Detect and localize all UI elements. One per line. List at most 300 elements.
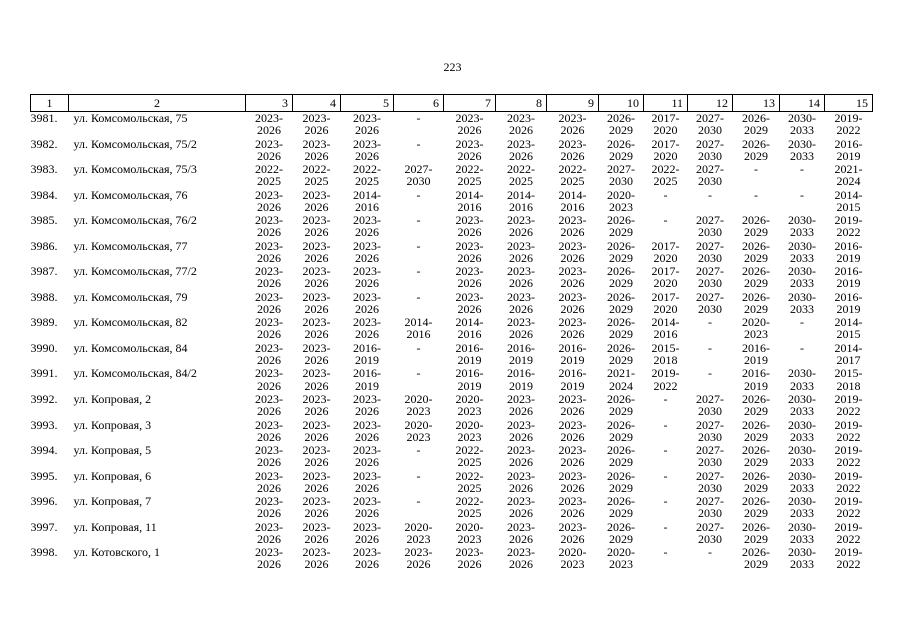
period-cell: 2023- 2026 [558, 213, 587, 240]
table-body [31, 112, 873, 572]
period-cell: 2023- 2026 [302, 417, 331, 444]
period-cell: 2023- 2026 [558, 468, 587, 495]
period-cell: - [708, 545, 712, 560]
period-cell: 2026- 2029 [742, 264, 770, 291]
row-number: 3990. [30, 340, 58, 355]
period-cell: 2023- 2026 [255, 366, 283, 393]
period-cell: 2030- 2033 [788, 213, 816, 240]
period-cell: - [708, 366, 712, 381]
period-cell: 2023- 2026 [302, 136, 331, 163]
column-header-1: 1 [31, 95, 69, 112]
period-cell: 2026- 2029 [607, 519, 635, 546]
period-cell: - [800, 162, 804, 177]
period-cell: - [416, 264, 421, 279]
period-cell: 2017- 2020 [651, 136, 680, 163]
table-row [31, 495, 873, 521]
address-cell: ул. Комсомольская, 79 [73, 289, 188, 304]
period-cell: 2026- 2029 [742, 289, 770, 316]
period-cell: 2023- 2026 [507, 289, 535, 316]
period-cell: 2023- 2026 [507, 443, 535, 470]
column-header-5: 5 [341, 95, 394, 112]
period-cell: 2017- 2020 [651, 111, 680, 138]
period-cell: 2027- 2030 [696, 289, 724, 316]
period-cell: - [800, 187, 804, 202]
period-cell: 2026- 2029 [607, 443, 635, 470]
period-cell: 2014- 2015 [834, 315, 863, 342]
period-cell: 2023- 2026 [255, 187, 283, 214]
period-cell: 2030- 2033 [788, 392, 816, 419]
period-cell: 2026- 2029 [742, 468, 770, 495]
address-cell: ул. Копровая, 2 [73, 392, 152, 407]
period-cell: 2030- 2033 [788, 468, 816, 495]
period-cell: 2017- 2020 [651, 238, 680, 265]
period-cell: 2023- 2026 [255, 340, 283, 368]
period-cell: 2016- 2019 [507, 366, 535, 393]
period-cell: 2030- 2033 [788, 366, 816, 393]
address-cell: ул. Комсомольская, 76/2 [73, 213, 197, 228]
period-cell: - [663, 494, 668, 509]
period-cell: 2026- 2029 [742, 519, 770, 546]
period-cell: - [663, 392, 668, 407]
period-cell: 2017- 2020 [651, 289, 680, 316]
period-cell: 2023- 2026 [353, 545, 381, 572]
period-cell: 2020- 2023 [607, 187, 635, 214]
column-header-9: 9 [547, 95, 599, 112]
period-cell: 2023- 2026 [353, 443, 381, 470]
period-cell: - [800, 340, 804, 355]
period-cell: 2019- 2022 [834, 443, 863, 470]
period-cell: 2027- 2030 [696, 213, 724, 240]
period-cell: 2023- 2026 [353, 392, 381, 419]
address-cell: ул. Копровая, 6 [73, 468, 152, 483]
period-cell: - [708, 340, 712, 355]
period-cell: 2030- 2033 [788, 494, 816, 521]
period-cell: 2014- 2016 [558, 187, 587, 214]
period-cell: - [663, 213, 668, 228]
period-cell: 2026- 2029 [607, 264, 635, 291]
period-cell: 2023- 2026 [302, 494, 331, 521]
period-cell: 2026- 2029 [607, 468, 635, 495]
address-cell: ул. Комсомольская, 75/3 [73, 162, 197, 177]
address-cell: ул. Комсомольская, 84/2 [73, 366, 197, 381]
period-cell: 2023- 2026 [302, 238, 331, 265]
table-row [31, 470, 873, 496]
table-row [31, 214, 873, 240]
period-cell: 2023- 2026 [302, 289, 331, 316]
address-cell: ул. Комсомольская, 77/2 [73, 264, 197, 279]
period-cell: 2023- 2026 [255, 111, 283, 138]
address-cell: ул. Копровая, 7 [73, 494, 152, 509]
period-cell: 2030- 2033 [788, 289, 816, 316]
period-cell: 2026- 2029 [742, 213, 770, 240]
row-number: 3997. [30, 519, 58, 534]
period-cell: 2016- 2019 [834, 238, 863, 265]
period-cell: 2027- 2030 [404, 162, 433, 189]
table-row [31, 393, 873, 419]
period-cell: 2023- 2026 [255, 417, 283, 444]
period-cell: 2022- 2025 [353, 162, 381, 189]
period-cell: - [663, 468, 668, 483]
period-cell: 2019- 2022 [834, 111, 863, 138]
row-number: 3986. [30, 238, 58, 253]
period-cell: 2023- 2026 [353, 111, 381, 138]
period-cell: 2016- 2019 [558, 340, 587, 368]
period-cell: - [708, 315, 712, 330]
period-cell: 2014- 2015 [834, 187, 863, 214]
period-cell: 2023- 2026 [255, 392, 283, 419]
page-number: 223 [443, 60, 462, 74]
table-row [31, 316, 873, 342]
table-row [31, 240, 873, 266]
address-cell: ул. Комсомольская, 84 [73, 340, 188, 355]
period-cell: 2023- 2026 [353, 468, 381, 495]
header-row [31, 95, 873, 112]
period-cell: 2023- 2026 [455, 238, 484, 265]
period-cell: 2026- 2029 [607, 315, 635, 342]
period-cell: 2022- 2025 [302, 162, 331, 189]
period-cell: 2016- 2019 [455, 340, 484, 368]
period-cell: 2023- 2026 [507, 136, 535, 163]
period-cell: 2026- 2029 [607, 289, 635, 316]
row-number: 3998. [30, 545, 58, 560]
period-cell: 2023- 2026 [558, 494, 587, 521]
period-cell: 2016- 2019 [507, 340, 535, 368]
period-cell: 2030- 2033 [788, 238, 816, 265]
period-cell: 2030- 2033 [788, 136, 816, 163]
period-cell: 2026- 2029 [607, 392, 635, 419]
period-cell: 2023- 2026 [558, 136, 587, 163]
period-cell: 2023- 2026 [455, 136, 484, 163]
period-cell: 2026- 2029 [742, 238, 770, 265]
period-cell: 2023- 2026 [507, 111, 535, 138]
period-cell: 2022- 2025 [455, 162, 484, 189]
period-cell: 2023- 2026 [302, 443, 331, 470]
period-cell: - [416, 468, 421, 483]
period-cell: 2019- 2022 [834, 519, 863, 546]
row-number: 3985. [30, 213, 58, 228]
period-cell: 2027- 2030 [696, 494, 724, 521]
period-cell: - [416, 136, 421, 151]
period-cell: 2027- 2030 [696, 136, 724, 163]
table-row [31, 444, 873, 470]
row-number: 3984. [30, 187, 58, 202]
table-row [31, 291, 873, 317]
period-cell: 2026- 2029 [607, 417, 635, 444]
period-cell: 2023- 2026 [507, 494, 535, 521]
schedule-table [30, 94, 873, 572]
column-header-6: 6 [394, 95, 444, 112]
row-number: 3996. [30, 494, 58, 509]
period-cell: 2023- 2026 [404, 545, 433, 572]
table-row [31, 138, 873, 164]
period-cell: - [416, 289, 421, 304]
period-cell: 2023- 2026 [255, 545, 283, 572]
period-cell: 2014- 2016 [353, 187, 381, 214]
period-cell: 2023- 2026 [255, 443, 283, 470]
period-cell: 2023- 2026 [353, 264, 381, 291]
period-cell: 2027- 2030 [696, 238, 724, 265]
row-number: 3988. [30, 289, 58, 304]
period-cell: 2020- 2023 [607, 545, 635, 572]
period-cell: 2019- 2022 [834, 417, 863, 444]
column-header-3: 3 [246, 95, 293, 112]
table-row [31, 189, 873, 215]
period-cell: 2023- 2026 [302, 392, 331, 419]
address-cell: ул. Комсомольская, 75/2 [73, 136, 197, 151]
period-cell: 2023- 2026 [455, 545, 484, 572]
row-number: 3983. [30, 162, 58, 177]
period-cell: 2023- 2026 [353, 136, 381, 163]
period-cell: 2026- 2029 [742, 494, 770, 521]
period-cell: 2026- 2029 [607, 238, 635, 265]
period-cell: 2022- 2025 [455, 443, 484, 470]
period-cell: - [416, 238, 421, 253]
row-number: 3994. [30, 443, 58, 458]
period-cell: 2022- 2025 [455, 494, 484, 521]
period-cell: 2030- 2033 [788, 111, 816, 138]
period-cell: 2015- 2018 [834, 366, 863, 393]
period-cell: 2023- 2026 [302, 340, 331, 368]
period-cell: - [663, 417, 668, 432]
period-cell: 2023- 2026 [507, 468, 535, 495]
period-cell: - [416, 213, 421, 228]
period-cell: 2023- 2026 [302, 468, 331, 495]
column-header-15: 15 [825, 95, 873, 112]
period-cell: - [416, 494, 421, 509]
period-cell: 2023- 2026 [353, 519, 381, 546]
table-row [31, 112, 873, 138]
period-cell: 2016- 2019 [353, 366, 381, 393]
table-row [31, 521, 873, 547]
period-cell: 2026- 2029 [742, 443, 770, 470]
address-cell: ул. Комсомольская, 75 [73, 111, 188, 125]
period-cell: - [663, 519, 668, 534]
table-row [31, 163, 873, 189]
period-cell: 2023- 2026 [507, 417, 535, 444]
period-cell: 2021- 2024 [834, 162, 863, 189]
period-cell: 2022- 2025 [558, 162, 587, 189]
period-cell: - [663, 545, 668, 560]
period-cell: 2023- 2026 [353, 238, 381, 265]
period-cell: 2023- 2026 [255, 238, 283, 265]
column-header-7: 7 [444, 95, 496, 112]
period-cell: 2023- 2026 [558, 519, 587, 546]
period-cell: 2020- 2023 [404, 519, 433, 546]
period-cell: 2023- 2026 [507, 238, 535, 265]
period-cell: 2027- 2030 [696, 417, 724, 444]
period-cell: - [416, 111, 421, 125]
row-number: 3987. [30, 264, 58, 279]
period-cell: - [754, 162, 758, 177]
row-number: 3982. [30, 136, 58, 151]
period-cell: 2023- 2026 [255, 468, 283, 495]
period-cell: 2023- 2026 [558, 238, 587, 265]
period-cell: 2026- 2029 [742, 417, 770, 444]
schedule-table-container [30, 94, 872, 572]
address-cell: ул. Копровая, 5 [73, 443, 152, 458]
row-number: 3989. [30, 315, 58, 330]
period-cell: 2023- 2026 [302, 213, 331, 240]
period-cell: 2023- 2026 [507, 315, 535, 342]
period-cell: 2027- 2030 [696, 264, 724, 291]
column-header-4: 4 [293, 95, 341, 112]
period-cell: 2014- 2016 [404, 315, 433, 342]
period-cell: 2030- 2033 [788, 519, 816, 546]
period-cell: 2023- 2026 [455, 111, 484, 138]
period-cell: 2023- 2026 [302, 187, 331, 214]
period-cell: 2023- 2026 [455, 289, 484, 316]
column-header-2: 2 [69, 95, 246, 112]
period-cell: 2026- 2029 [607, 340, 635, 368]
period-cell: 2023- 2026 [302, 264, 331, 291]
period-cell: 2020- 2023 [558, 545, 587, 572]
address-cell: ул. Комсомольская, 77 [73, 238, 188, 253]
period-cell: 2020- 2023 [404, 392, 433, 419]
column-header-12: 12 [688, 95, 733, 112]
period-cell: - [416, 187, 421, 202]
period-cell: 2020- 2023 [404, 417, 433, 444]
period-cell: 2016- 2019 [353, 340, 381, 368]
address-cell: ул. Копровая, 3 [73, 417, 152, 432]
period-cell: 2027- 2030 [696, 468, 724, 495]
period-cell: 2023- 2026 [302, 111, 331, 138]
period-cell: 2026- 2029 [742, 392, 770, 419]
column-header-13: 13 [733, 95, 780, 112]
period-cell: 2022- 2025 [255, 162, 283, 189]
period-cell: 2014- 2017 [834, 340, 863, 368]
period-cell: 2023- 2026 [255, 213, 283, 240]
period-cell: 2023- 2026 [353, 213, 381, 240]
column-header-14: 14 [780, 95, 825, 112]
period-cell: 2023- 2026 [507, 264, 535, 291]
address-cell: ул. Котовского, 1 [73, 545, 161, 560]
period-cell: 2023- 2026 [455, 264, 484, 291]
period-cell: - [708, 187, 712, 202]
period-cell: 2014- 2016 [507, 187, 535, 214]
period-cell: 2021- 2024 [607, 366, 635, 393]
period-cell: 2016- 2019 [455, 366, 484, 393]
table-row [31, 265, 873, 291]
period-cell: 2026- 2029 [742, 136, 770, 163]
period-cell: 2015- 2018 [651, 340, 680, 368]
period-cell: 2030- 2033 [788, 417, 816, 444]
period-cell: 2023- 2026 [507, 545, 535, 572]
period-cell: 2016- 2019 [834, 136, 863, 163]
table-row [31, 367, 873, 393]
table-row [31, 419, 873, 445]
period-cell: 2019- 2022 [834, 494, 863, 521]
period-cell: 2019- 2022 [834, 213, 863, 240]
period-cell: 2016- 2019 [742, 340, 770, 368]
period-cell: 2023- 2026 [353, 289, 381, 316]
period-cell: 2023- 2026 [255, 315, 283, 342]
row-number: 3991. [30, 366, 58, 381]
period-cell: 2023- 2026 [558, 417, 587, 444]
row-number: 3995. [30, 468, 58, 483]
period-cell: 2023- 2026 [302, 545, 331, 572]
period-cell: 2030- 2033 [788, 264, 816, 291]
period-cell: 2022- 2025 [455, 468, 484, 495]
period-cell: 2023- 2026 [255, 289, 283, 316]
period-cell: 2016- 2019 [834, 264, 863, 291]
period-cell: 2023- 2026 [558, 264, 587, 291]
period-cell: 2023- 2026 [455, 213, 484, 240]
period-cell: 2027- 2030 [607, 162, 635, 189]
period-cell: 2020- 2023 [455, 519, 484, 546]
period-cell: 2019- 2022 [834, 468, 863, 495]
period-cell: 2026- 2029 [607, 111, 635, 138]
period-cell: 2023- 2026 [558, 392, 587, 419]
period-cell: 2023- 2026 [353, 417, 381, 444]
period-cell: - [663, 187, 668, 202]
period-cell: 2014- 2016 [455, 187, 484, 214]
column-header-8: 8 [496, 95, 547, 112]
period-cell: 2027- 2030 [696, 162, 724, 189]
period-cell: - [663, 443, 668, 458]
period-cell: 2026- 2029 [742, 111, 770, 138]
period-cell: 2020- 2023 [742, 315, 770, 342]
period-cell: 2023- 2026 [255, 136, 283, 163]
period-cell: 2023- 2026 [507, 392, 535, 419]
period-cell: 2017- 2020 [651, 264, 680, 291]
period-cell: 2023- 2026 [507, 213, 535, 240]
period-cell: 2019- 2022 [651, 366, 680, 393]
column-header-11: 11 [644, 95, 688, 112]
period-cell: 2019- 2022 [834, 392, 863, 419]
period-cell: 2030- 2033 [788, 443, 816, 470]
period-cell: 2023- 2026 [302, 366, 331, 393]
address-cell: ул. Копровая, 11 [73, 519, 157, 534]
period-cell: 2026- 2029 [607, 136, 635, 163]
period-cell: 2014- 2016 [455, 315, 484, 342]
period-cell: 2023- 2026 [558, 111, 587, 138]
period-cell: 2016- 2019 [834, 289, 863, 316]
period-cell: 2023- 2026 [353, 494, 381, 521]
row-number: 3992. [30, 392, 58, 407]
period-cell: 2026- 2029 [742, 545, 770, 572]
row-number: 3993. [30, 417, 58, 432]
period-cell: - [416, 366, 421, 381]
period-cell: 2023- 2026 [558, 289, 587, 316]
period-cell: - [754, 187, 758, 202]
period-cell: 2027- 2030 [696, 519, 724, 546]
period-cell: 2023- 2026 [353, 315, 381, 342]
period-cell: 2020- 2023 [455, 392, 484, 419]
period-cell: - [416, 340, 421, 355]
period-cell: 2030- 2033 [788, 545, 816, 572]
period-cell: 2026- 2029 [607, 494, 635, 521]
period-cell: 2026- 2029 [607, 213, 635, 240]
period-cell: 2023- 2026 [302, 519, 331, 546]
period-cell: 2016- 2019 [558, 366, 587, 393]
period-cell: 2020- 2023 [455, 417, 484, 444]
period-cell: 2016- 2019 [742, 366, 770, 393]
period-cell: 2023- 2026 [507, 519, 535, 546]
table-row [31, 546, 873, 572]
period-cell: 2023- 2026 [558, 315, 587, 342]
period-cell: 2023- 2026 [302, 315, 331, 342]
period-cell: - [800, 315, 804, 330]
period-cell: 2027- 2030 [696, 111, 724, 138]
period-cell: 2019- 2022 [834, 545, 863, 572]
period-cell: 2014- 2016 [651, 315, 680, 342]
period-cell: 2023- 2026 [255, 494, 283, 521]
period-cell: 2023- 2026 [255, 264, 283, 291]
period-cell: 2027- 2030 [696, 392, 724, 419]
address-cell: ул. Комсомольская, 76 [73, 187, 188, 202]
period-cell: - [416, 443, 421, 458]
period-cell: 2027- 2030 [696, 443, 724, 470]
